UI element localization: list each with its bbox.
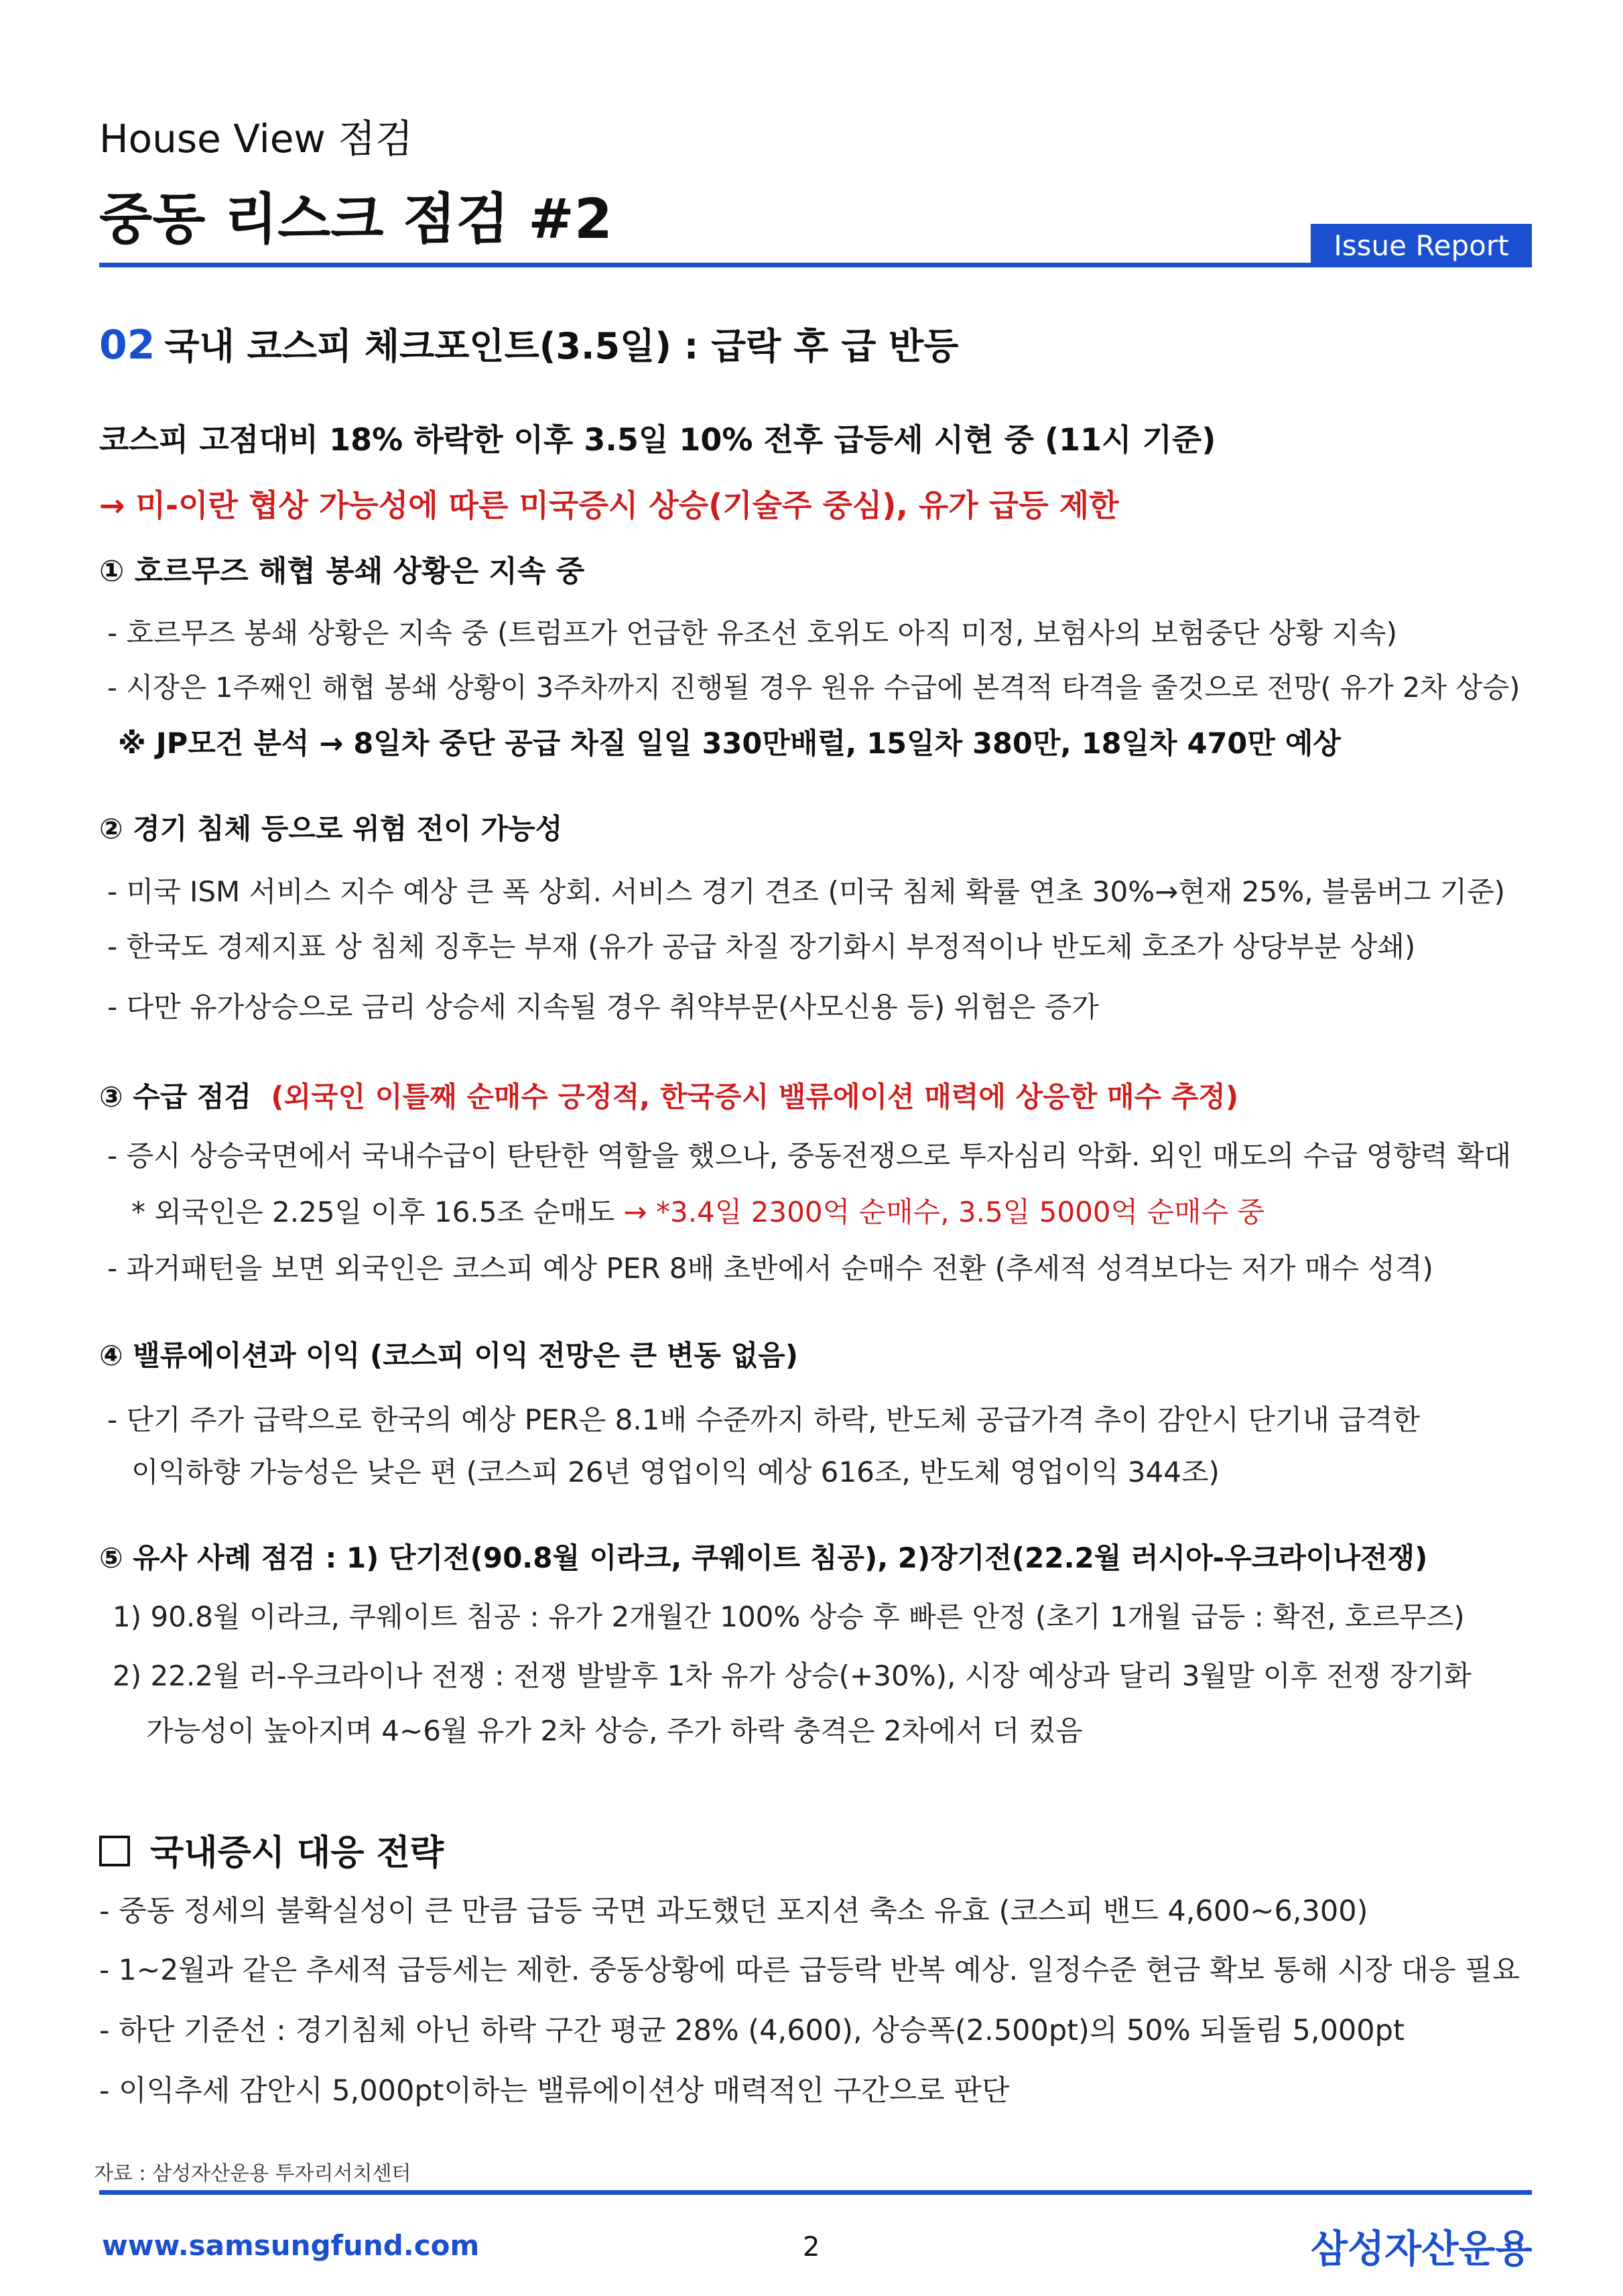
company-logo: 삼성자산운용	[1311, 2227, 1533, 2271]
point-1-bullet-2: - 시장은 1주째인 해협 봉쇄 상황이 3주차까지 진행될 경우 원유 수급에 본격적 타격을 줄것으로 전망( 유가 2차 상승)	[107, 672, 1520, 704]
point-2-bullet-3: - 다만 유가상승으로 금리 상승세 지속될 경우 취약부문(사모신용 등) 위험은 증가	[107, 991, 1099, 1023]
point-3-heading	[99, 1075, 1238, 1115]
report-subtitle: House View 점검	[99, 116, 413, 162]
footer-divider	[99, 2190, 1532, 2195]
section-title	[99, 318, 959, 369]
point-2-bullet-1: - 미국 ISM 서비스 지수 예상 큰 폭 상회. 서비스 경기 견조 (미국 침체 확률 연초 30%→현재 25%, 블룸버그 기준)	[107, 875, 1506, 908]
point-4-heading: ④ 밸류에이션과 이익 (코스피 이익 전망은 큰 변동 없음)	[99, 1339, 798, 1372]
page-title: 중동 리스크 점검 #2	[99, 188, 612, 251]
lead-line-2: → 미-이란 협상 가능성에 따른 미국증시 상승(기술주 중심), 유가 급등 제한	[99, 487, 1119, 523]
point-1-bullet-1: - 호르무즈 봉쇄 상황은 지속 중 (트럼프가 언급한 유조선 호위도 아직 미정, 보험사의 보험중단 상황 지속)	[107, 617, 1397, 649]
website-link[interactable]: www.samsungfund.com	[102, 2229, 480, 2262]
point-5-case-1: 1) 90.8월 이라크, 쿠웨이트 침공 : 유가 2개월간 100% 상승 후 빠른 안정 (초기 1개월 급등 : 확전, 호르무즈)	[113, 1600, 1465, 1633]
point-1-heading: ① 호르무즈 해협 봉쇄 상황은 지속 중	[99, 554, 585, 588]
strategy-item-1: - 중동 정세의 불확실성이 큰 만큼 급등 국면 과도했던 포지션 축소 유효 (코스피 밴드 4,600~6,300)	[99, 1895, 1368, 1928]
strategy-item-3: - 하단 기준선 : 경기침체 아닌 하락 구간 평균 28% (4,600), 상승폭(2.500pt)의 50% 되돌림 5,000pt	[99, 2014, 1405, 2047]
point-1-note: ※ JP모건 분석 → 8일차 중단 공급 차질 일일 330만배럴, 15일차 380만, 18일차 470만 예상	[118, 727, 1341, 761]
strategy-heading	[99, 1824, 444, 1874]
point-2-heading: ② 경기 침체 등으로 위험 전이 가능성	[99, 812, 563, 845]
lead-line-1: 코스피 고점대비 18% 하락한 이후 3.5일 10% 전후 급등세 시현 중 (11시 기준)	[99, 422, 1216, 458]
point-3-heading-text: ③ 수급 점검	[99, 1080, 252, 1113]
point-4-bullet-2: 이익하향 가능성은 낮은 편 (코스피 26년 영업이익 예상 616조, 반도체 영업이익 344조)	[131, 1456, 1220, 1488]
point-5-case-2: 2) 22.2월 러-우크라이나 전쟁 : 전쟁 발발후 1차 유가 상승(+30%), 시장 예상과 달리 3월말 이후 전쟁 장기화	[113, 1659, 1472, 1692]
point-3-bullet-2-highlight: → *3.4일 2300억 순매수, 3.5일 5000억 순매수 중	[614, 1196, 1265, 1228]
checkbox-square-icon	[99, 1836, 130, 1866]
issue-report-badge: Issue Report	[1311, 224, 1532, 267]
point-5-case-2-cont: 가능성이 높아지며 4~6월 유가 2차 상승, 주가 하락 충격은 2차에서 더 컸음	[146, 1714, 1083, 1747]
source-note: 자료 : 삼성자산운용 투자리서치센터	[94, 2162, 411, 2185]
section-title-text: 국내 코스피 체크포인트(3.5일) : 급락 후 급 반등	[164, 325, 959, 367]
point-3-bullet-1: - 증시 상승국면에서 국내수급이 탄탄한 역할을 했으나, 중동전쟁으로 투자심리 악화. 외인 매도의 수급 영향력 확대	[107, 1139, 1512, 1172]
header-divider	[99, 263, 1532, 267]
point-5-heading: ⑤ 유사 사례 점검 : 1) 단기전(90.8월 이라크, 쿠웨이트 침공), 2)장기전(22.2월 러시아-우크라이나전쟁)	[99, 1541, 1428, 1574]
section-number: 02	[99, 322, 155, 369]
page-number: 2	[803, 2232, 820, 2262]
point-3-bullet-2	[131, 1190, 1264, 1230]
point-3-bullet-3: - 과거패턴을 보면 외국인은 코스피 예상 PER 8배 초반에서 순매수 전환 (추세적 성격보다는 저가 매수 성격)	[107, 1252, 1433, 1285]
strategy-item-4: - 이익추세 감안시 5,000pt이하는 밸류에이션상 매력적인 구간으로 판단	[99, 2074, 1010, 2108]
point-3-bullet-2-text: * 외국인은 2.25일 이후 16.5조 순매도	[131, 1196, 615, 1228]
strategy-heading-text: 국내증시 대응 전략	[150, 1833, 444, 1873]
point-4-bullet-1: - 단기 주가 급락으로 한국의 예상 PER은 8.1배 수준까지 하락, 반도체 공급가격 추이 감안시 단기내 급격한	[107, 1403, 1420, 1436]
strategy-item-2: - 1~2월과 같은 추세적 급등세는 제한. 중동상황에 따른 급등락 반복 예상. 일정수준 현금 확보 통해 시장 대응 필요	[99, 1954, 1520, 1986]
point-2-bullet-2: - 한국도 경제지표 상 침체 징후는 부재 (유가 공급 차질 장기화시 부정적이나 반도체 호조가 상당부분 상쇄)	[107, 930, 1416, 963]
point-3-heading-highlight: (외국인 이틀째 순매수 긍정적, 한국증시 밸류에이션 매력에 상응한 매수 추정)	[271, 1080, 1239, 1113]
